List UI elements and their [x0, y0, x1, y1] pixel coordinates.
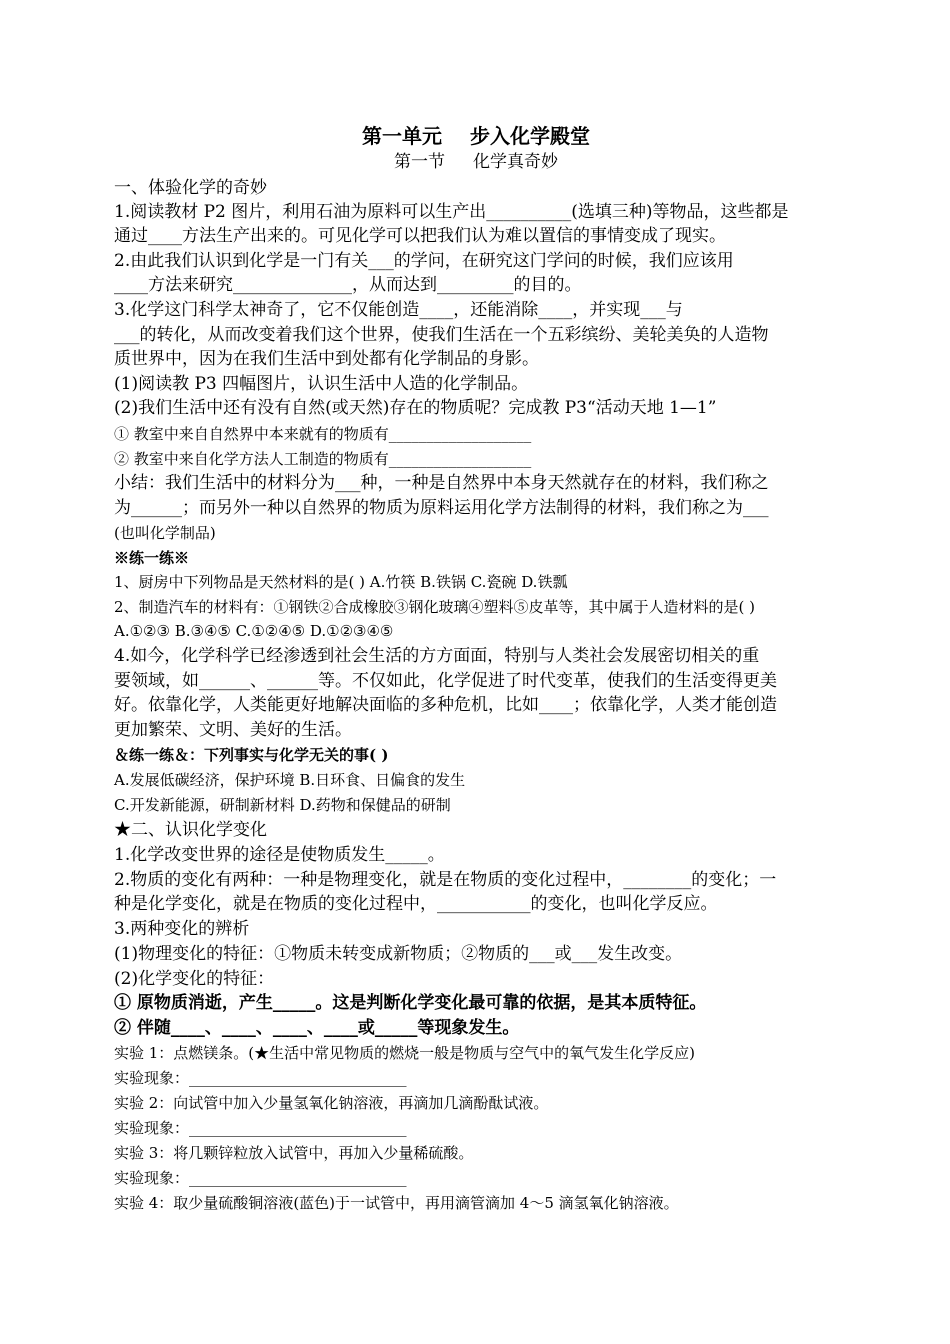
text-line: 1.化学改变世界的途径是使物质发生_____。 [114, 845, 445, 865]
text-line: (也叫化学制品) [114, 524, 216, 542]
text-line: ____方法来研究______________，从而达到_________的目的。 [114, 275, 582, 295]
page-title: 第一单元 步入化学殿堂 [362, 124, 590, 148]
text-line: 小结：我们生活中的材料分为___种，一种是自然界中本身天然就存在的材料，我们称之 [114, 473, 769, 493]
text-line: 3.化学这门科学太神奇了，它不仅能创造____，还能消除____，并实现___与 [114, 300, 683, 320]
experiment-line: 实验 1：点燃镁条。(★生活中常见物质的燃烧一般是物质与空气中的氧气发生化学反应) [114, 1044, 696, 1062]
exercise-options: A.①②③ B.③④⑤ C.①②④⑤ D.①②③④⑤ [114, 622, 394, 640]
text-line: 好。依靠化学，人类能更好地解决面临的多种危机，比如____；依靠化学，人类才能创造 [114, 695, 777, 715]
experiment-result: 实验现象：_____________________________ [114, 1119, 407, 1137]
experiment-result: 实验现象：_____________________________ [114, 1069, 407, 1087]
text-line: 1.阅读教材 P2 图片，利用石油为原料可以生产出__________(选填三种)等物品，这些都是 [114, 202, 789, 222]
section-heading-1: 一、体验化学的奇妙 [114, 178, 267, 198]
text-line: (2)我们生活中还有没有自然(或天然)存在的物质呢？完成教 P3“活动天地 1—1” [114, 398, 717, 418]
text-line: 质世界中，因为在我们生活中到处都有化学制品的身影。 [114, 349, 539, 369]
exercise-question: 1、厨房中下列物品是天然材料的是( ) A.竹筷 B.铁锅 C.瓷碗 D.铁瓢 [114, 573, 568, 591]
text-line: (1)物理变化的特征：①物质未转变成新物质；②物质的___或___发生改变。 [114, 944, 683, 964]
text-line: 4.如今，化学科学已经渗透到社会生活的方方面面，特别与人类社会发展密切相关的重 [114, 646, 760, 666]
text-line: 3.两种变化的辨析 [114, 919, 250, 939]
text-line: 为______；而另外一种以自然界的物质为原料运用化学方法制得的材料，我们称之为___ [114, 498, 769, 518]
text-line: 种是化学变化，就是在物质的变化过程中，___________的变化，也叫化学反应。 [114, 894, 718, 914]
exercise-question: 2、制造汽车的材料有：①钢铁②合成橡胶③钢化玻璃④塑料⑤皮革等，其中属于人造材料的是( ) [114, 598, 756, 616]
exercise-options: C.开发新能源，研制新材料 D.药物和保健品的研制 [114, 796, 451, 814]
section-heading-2: ★二、认识化学变化 [114, 820, 267, 840]
text-line: ___的转化，从而改变着我们这个世界，使我们生活在一个五彩缤纷、美轮美奂的人造物 [114, 325, 769, 345]
text-line: 要领域，如______、______等。不仅如此，化学促进了时代变革，使我们的生活变得更美 [114, 671, 777, 691]
text-line: ② 伴随____、____、____、____或_____等现象发生。 [114, 1018, 520, 1038]
experiment-line: 实验 3：将几颗锌粒放入试管中，再加入少量稀硫酸。 [114, 1144, 474, 1162]
text-line: ② 教室中来自化学方法人工制造的物质有___________________ [114, 450, 532, 468]
text-line: ① 教室中来自自然界中本来就有的物质有___________________ [114, 425, 532, 443]
experiment-result: 实验现象：_____________________________ [114, 1169, 407, 1187]
text-line: (1)阅读教 P3 四幅图片，认识生活中人造的化学制品。 [114, 374, 529, 394]
text-line: ① 原物质消逝，产生_____。这是判断化学变化最可靠的依据，是其本质特征。 [114, 993, 707, 1013]
text-line: (2)化学变化的特征： [114, 969, 275, 989]
exercise-options: A.发展低碳经济，保护环境 B.日环食、日偏食的发生 [114, 771, 466, 789]
text-line: 通过____方法生产出来的。可见化学可以把我们认为难以置信的事情变成了现实。 [114, 226, 726, 246]
exercise-heading: ＆练一练＆：下列事实与化学无关的事( ) [114, 746, 389, 764]
page-subtitle: 第一节 化学真奇妙 [394, 152, 558, 172]
experiment-line: 实验 2：向试管中加入少量氢氧化钠溶液，再滴加几滴酚酞试液。 [114, 1094, 549, 1112]
exercise-heading: ※练一练※ [114, 549, 190, 567]
text-line: 2.物质的变化有两种：一种是物理变化，就是在物质的变化过程中，________的变化；一 [114, 870, 777, 890]
text-line: 2.由此我们认识到化学是一门有关___的学问，在研究这门学问的时候，我们应该用 [114, 251, 734, 271]
text-line: 更加繁荣、文明、美好的生活。 [114, 720, 352, 740]
experiment-line: 实验 4：取少量硫酸铜溶液(蓝色)于一试管中，再用滴管滴加 4～5 滴氢氧化钠溶液。 [114, 1194, 679, 1212]
